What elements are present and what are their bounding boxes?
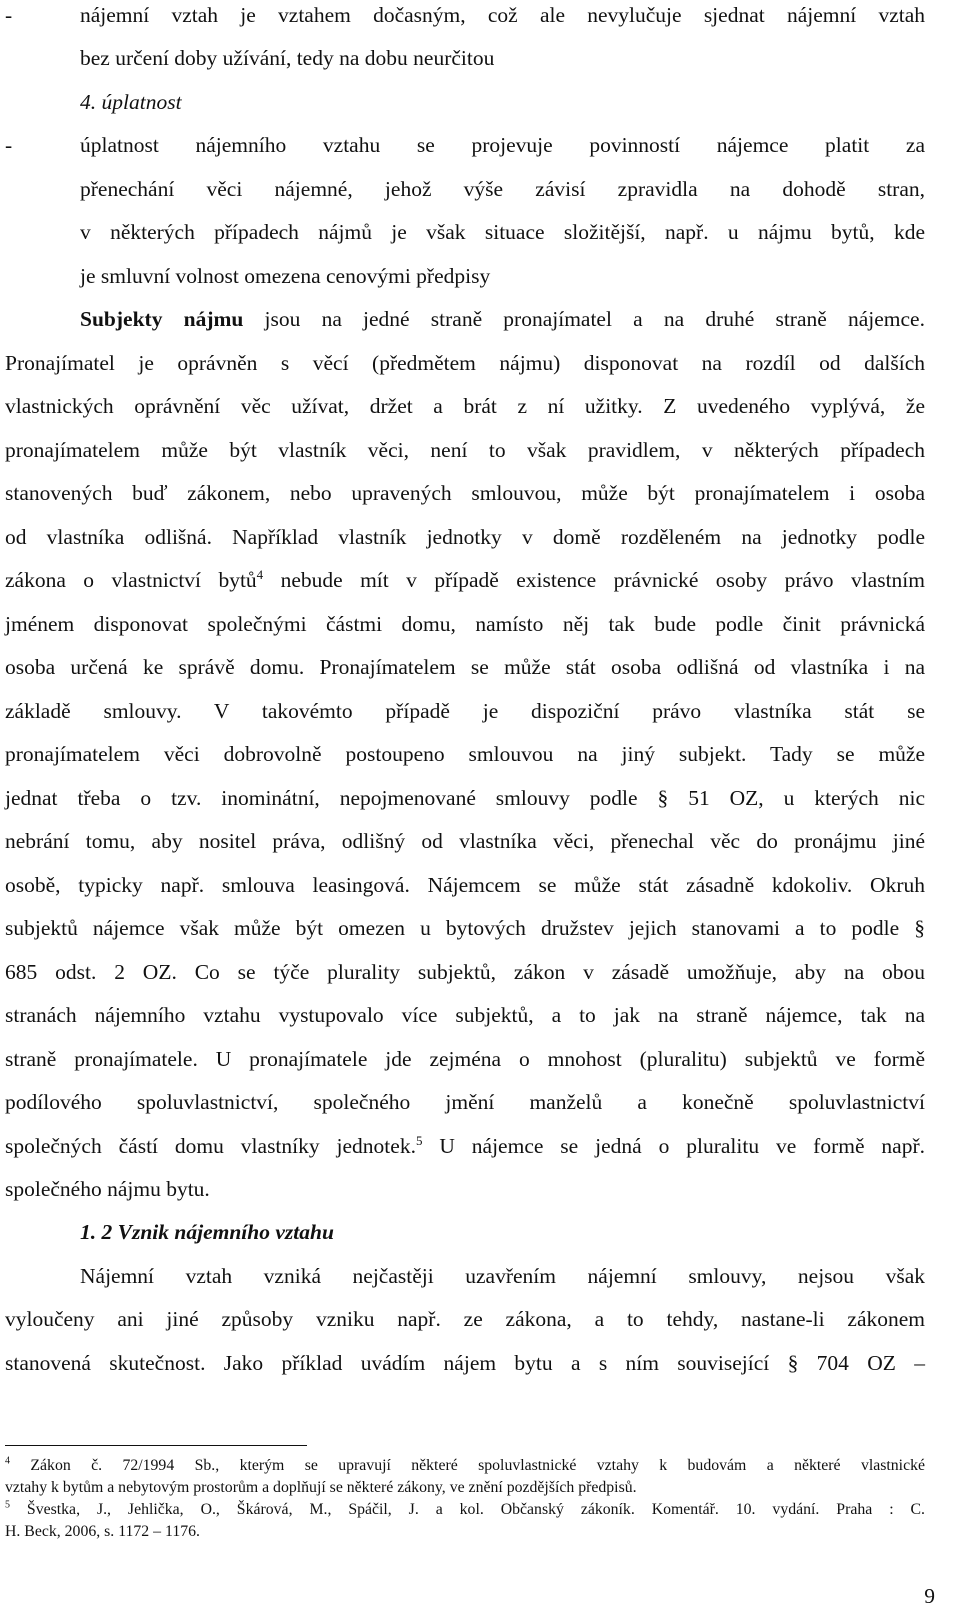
text-line: jménem disponovat společnými částmi domu, namísto něj tak bude podle činit právnická	[5, 612, 925, 636]
footnote-4	[5, 1455, 925, 1474]
bold-term: Subjekty nájmu	[80, 307, 244, 331]
footnote-number: 4	[5, 1455, 10, 1467]
text-line: podílového spoluvlastnictví, společného jmění manželů a konečně spoluvlastnictví	[5, 1090, 925, 1114]
footnote-text: vztahy k bytům a nebytovým prostorům a doplňují se některé zákony, ve znění pozdějších předpisů.	[5, 1479, 637, 1496]
page-number: 9	[924, 1584, 935, 1608]
footnote-text: Zákon č. 72/1994 Sb., kterým se upravují některé spoluvlastnické vztahy k budovám a některé vlastnické	[10, 1457, 925, 1474]
footnote-ref: 4	[256, 566, 264, 582]
text-line: Nájemní vztah vzniká nejčastěji uzavřením nájemní smlouvy, nejsou však	[80, 1264, 925, 1288]
text-span: jsou na jedné straně pronajímatel a na druhé straně nájemce.	[243, 307, 925, 331]
text-line: přenechání věci nájemné, jehož výše závisí zpravidla na dohodě stran,	[80, 177, 925, 201]
text-line: straně pronajímatele. U pronajímatele jde zejména o mnohost (pluralitu) subjektů ve formě	[5, 1047, 925, 1071]
list-heading: 4. úplatnost	[80, 90, 182, 114]
text-line: 685 odst. 2 OZ. Co se týče plurality subjektů, zákon v zásadě umožňuje, aby na obou	[5, 960, 925, 984]
text-line: pronajímatelem může být vlastník věci, není to však pravidlem, v některých případech	[5, 438, 925, 462]
text-span: nebude mít v případě existence právnické osoby právo vlastním	[263, 568, 926, 592]
footnote-number: 5	[5, 1499, 10, 1511]
footnote-separator	[5, 1445, 307, 1446]
text-span: U nájemce se jedná o pluralitu ve formě např.	[422, 1134, 926, 1158]
text-line: stanovených buď zákonem, nebo upravených smlouvou, může být pronajímatelem i osoba	[5, 481, 925, 505]
text-line: subjektů nájemce však může být omezen u bytových družstev jejich stanovami a to podle §	[5, 916, 925, 940]
section-heading: 1. 2 Vznik nájemního vztahu	[80, 1220, 334, 1244]
text-line	[5, 566, 926, 592]
text-line: bez určení doby užívání, tedy na dobu neurčitou	[80, 46, 495, 70]
text-line: pronajímatelem věci dobrovolně postoupeno smlouvou na jiný subjekt. Tady se může	[5, 742, 925, 766]
text-line: stranách nájemního vztahu vystupovalo více subjektů, a to jak na straně nájemce, tak na	[5, 1003, 925, 1027]
text-line: stanovená skutečnost. Jako příklad uvádím nájem bytu a s ním související § 704 OZ –	[5, 1351, 925, 1375]
list-dash: -	[5, 3, 13, 27]
text-line: vyloučeny ani jiné způsoby vzniku např. ze zákona, a to tehdy, nastane-li zákonem	[5, 1307, 925, 1331]
text-line: společného nájmu bytu.	[5, 1177, 210, 1201]
footnote-5	[5, 1499, 925, 1518]
text-line: základě smlouvy. V takovémto případě je dispoziční právo vlastníka stát se	[5, 699, 925, 723]
paragraph-start	[80, 309, 925, 331]
text-line: nájemní vztah je vztahem dočasným, což ale nevylučuje sjednat nájemní vztah	[80, 3, 925, 27]
text-line: jednat třeba o tzv. inominátní, nepojmenované smlouvy podle § 51 OZ, u kterých nic	[5, 786, 925, 810]
text-line: osobě, typicky např. smlouva leasingová. Nájemcem se může stát zásadně kdokoliv. Okruh	[5, 873, 925, 897]
text-line: Pronajímatel je oprávněn s věcí (předmětem nájmu) disponovat na rozdíl od dalších	[5, 351, 925, 375]
text-span: společných částí domu vlastníky jednotek.	[5, 1134, 416, 1158]
text-line: od vlastníka odlišná. Například vlastník jednotky v domě rozděleném na jednotky podle	[5, 525, 925, 549]
text-line: úplatnost nájemního vztahu se projevuje povinností nájemce platit za	[80, 133, 925, 157]
text-line: nebrání tomu, aby nositel práva, odlišný od vlastníka věci, přenechal věc do pronájmu jiné	[5, 829, 925, 853]
text-line	[5, 1132, 926, 1158]
text-line: v některých případech nájmů je však situace složitější, např. u nájmu bytů, kde	[80, 220, 925, 244]
text-line: je smluvní volnost omezena cenovými předpisy	[80, 264, 491, 288]
footnote-text: Švestka, J., Jehlička, O., Škárová, M., Spáčil, J. a kol. Občanský zákoník. Komentář. 10. vydání. Praha : C.	[10, 1501, 925, 1518]
text-line: vlastnických oprávnění věc užívat, držet a brát z ní užitky. Z uvedeného vyplývá, že	[5, 394, 925, 418]
list-dash: -	[5, 133, 13, 157]
footnote-ref: 5	[415, 1132, 423, 1148]
text-line: osoba určená ke správě domu. Pronajímatelem se může stát osoba odlišná od vlastníka i na	[5, 655, 925, 679]
footnote-text: H. Beck, 2006, s. 1172 – 1176.	[5, 1523, 200, 1540]
text-span: zákona o vlastnictví bytů	[5, 568, 257, 592]
